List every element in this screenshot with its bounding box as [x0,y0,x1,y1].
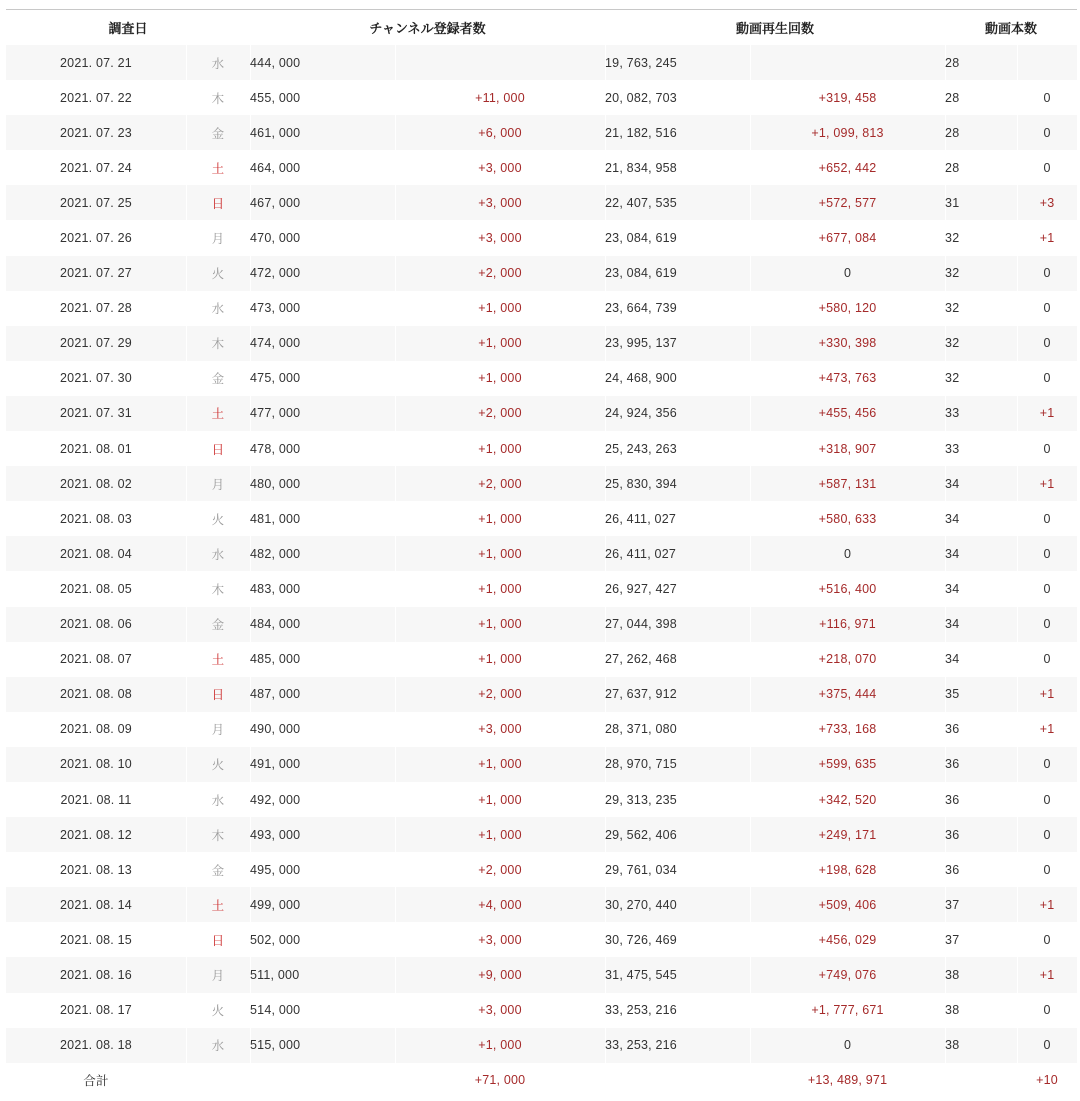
date-cell: 2021. 08. 11 [60,792,132,807]
date-cell: 2021. 08. 12 [6,817,186,852]
views-cell: 22, 407, 535 [605,185,750,220]
date-cell: 2021. 08. 18 [6,1028,186,1063]
table-body [6,45,1077,1063]
date-cell: 2021. 08. 09 [60,722,132,737]
videos-cell: 36 [945,792,960,807]
views-diff-cell: +677, 084 [818,231,877,246]
subscribers-diff-cell: +1, 000 [478,652,522,667]
videos-diff-cell: 0 [1043,441,1051,456]
views-diff-cell: 0 [750,256,945,291]
weekday-cell: 日 [186,185,250,220]
views-cell: 21, 834, 958 [605,160,677,175]
videos-cell: 35 [945,677,1017,712]
header-date: 調査日 [108,22,148,37]
date-cell: 2021. 08. 14 [6,887,186,922]
table-row [6,396,1077,431]
weekday-cell: 土 [211,161,225,176]
views-diff-cell: +455, 456 [750,396,945,431]
views-cell: 28, 371, 080 [605,722,677,737]
total-dow-empty [186,1063,250,1098]
videos-diff-cell: 0 [1043,581,1051,596]
views-diff-cell: +1, 099, 813 [750,115,945,150]
subscribers-cell: 493, 000 [250,817,395,852]
subscribers-cell: 461, 000 [250,115,395,150]
table-row [6,1028,1077,1063]
subscribers-diff-cell: +3, 000 [478,722,522,737]
views-cell: 31, 475, 545 [605,957,750,992]
table-row [6,642,1077,677]
total-subs-empty [250,1063,395,1098]
weekday-cell: 月 [186,466,250,501]
views-cell: 26, 927, 427 [605,581,677,596]
subscribers-cell: 514, 000 [250,1003,301,1018]
date-cell: 2021. 07. 30 [60,371,132,386]
views-diff-cell: +749, 076 [750,957,945,992]
videos-diff-cell: 0 [1017,747,1077,782]
subscribers-cell: 492, 000 [250,792,301,807]
videos-diff-cell: +1 [1017,677,1077,712]
table-row [6,256,1077,291]
subscribers-diff-cell: +11, 000 [475,90,525,105]
table-row [6,887,1077,922]
date-cell: 2021. 07. 31 [6,396,186,431]
views-diff-cell: +249, 171 [750,817,945,852]
subscribers-cell: 502, 000 [250,932,301,947]
subscribers-diff-cell: +3, 000 [395,185,605,220]
subscribers-diff-cell: +1, 000 [395,817,605,852]
weekday-cell: 水 [186,45,250,80]
videos-diff-cell: +3 [1017,185,1077,220]
table-row [6,571,1077,606]
table-row [6,712,1077,747]
videos-cell: 34 [945,581,960,596]
subscribers-cell: 472, 000 [250,256,395,291]
weekday-cell: 土 [211,653,225,668]
weekday-cell: 木 [186,326,250,361]
weekday-cell: 金 [211,863,225,878]
table-row [6,817,1077,852]
table-row [6,80,1077,115]
weekday-cell: 月 [186,957,250,992]
subscribers-diff-cell: +1, 000 [478,371,522,386]
weekday-cell: 金 [186,115,250,150]
subscribers-cell: 470, 000 [250,231,301,246]
subscribers-cell: 491, 000 [250,747,395,782]
subscribers-diff-cell: +2, 000 [395,466,605,501]
videos-diff-cell: 0 [1043,792,1051,807]
subscribers-cell: 511, 000 [250,957,395,992]
total-subs-diff: +71, 000 [395,1063,605,1098]
subscribers-cell: 483, 000 [250,581,301,596]
table-row [6,852,1077,887]
views-cell: 27, 637, 912 [605,677,750,712]
table-row [6,747,1077,782]
weekday-cell: 火 [186,747,250,782]
videos-cell: 37 [945,932,960,947]
videos-diff-cell: +1 [1017,957,1077,992]
subscribers-diff-cell: +1, 000 [395,326,605,361]
videos-diff-cell: 0 [1043,1003,1051,1018]
videos-cell: 38 [945,1003,960,1018]
subscribers-cell: 481, 000 [250,511,301,526]
date-cell: 2021. 08. 01 [60,441,132,456]
subscribers-diff-cell: +2, 000 [478,862,522,877]
videos-cell: 28 [945,160,960,175]
views-diff-cell: +516, 400 [818,581,877,596]
weekday-cell: 金 [211,372,225,387]
subscribers-cell: 475, 000 [250,371,301,386]
videos-cell: 32 [945,371,960,386]
videos-diff-cell: +1 [1039,722,1055,737]
weekday-cell: 日 [211,933,225,948]
views-diff-cell: +319, 458 [818,90,877,105]
views-diff-cell: +1, 777, 671 [811,1003,884,1018]
header-subscribers: チャンネル登録者数 [369,22,486,37]
views-diff-cell: +509, 406 [750,887,945,922]
views-cell: 33, 253, 216 [605,1028,750,1063]
videos-cell: 32 [945,256,1017,291]
views-cell: 24, 924, 356 [605,396,750,431]
subscribers-cell: 467, 000 [250,185,395,220]
subscribers-cell: 515, 000 [250,1028,395,1063]
views-diff-cell: +580, 633 [818,511,877,526]
table-row [6,185,1077,220]
weekday-cell: 土 [186,887,250,922]
date-cell: 2021. 07. 23 [6,115,186,150]
subscribers-diff-cell: +3, 000 [478,1003,522,1018]
subscribers-cell: 490, 000 [250,722,301,737]
total-label: 合計 [6,1063,186,1098]
header-views: 動画再生回数 [736,22,815,37]
views-diff-cell: +318, 907 [818,441,877,456]
videos-cell: 34 [945,466,1017,501]
videos-cell: 31 [945,185,1017,220]
views-cell: 30, 726, 469 [605,932,677,947]
views-diff-cell: +330, 398 [750,326,945,361]
weekday-cell: 火 [186,256,250,291]
views-cell: 33, 253, 216 [605,1003,677,1018]
videos-cell: 32 [945,326,1017,361]
table-row [6,993,1077,1028]
subscribers-cell: 473, 000 [250,301,301,316]
videos-diff-cell: +1 [1017,466,1077,501]
views-cell: 23, 664, 739 [605,301,677,316]
videos-cell: 36 [945,747,1017,782]
weekday-cell: 水 [211,302,225,317]
weekday-cell: 火 [211,512,225,527]
weekday-cell: 月 [211,232,225,247]
views-cell: 30, 270, 440 [605,887,750,922]
weekday-cell: 月 [211,723,225,738]
views-cell: 27, 044, 398 [605,607,750,642]
table-row [6,607,1077,642]
date-cell: 2021. 08. 15 [60,932,132,947]
views-diff-cell: +473, 763 [818,371,877,386]
videos-diff-cell: 0 [1043,371,1051,386]
subscribers-diff-cell: +1, 000 [478,441,522,456]
videos-diff-cell: +1 [1039,231,1055,246]
subscribers-diff-cell: +3, 000 [478,231,522,246]
date-cell: 2021. 08. 06 [6,607,186,642]
subscribers-cell: 485, 000 [250,652,301,667]
date-cell: 2021. 08. 16 [6,957,186,992]
views-diff-cell: +456, 029 [818,932,877,947]
videos-diff-cell: 0 [1017,817,1077,852]
videos-diff-cell: 0 [1017,1028,1077,1063]
videos-cell: 34 [945,511,960,526]
videos-diff-cell [1017,45,1077,80]
date-cell: 2021. 07. 27 [6,256,186,291]
subscribers-diff-cell: +3, 000 [478,160,522,175]
subscribers-cell: 477, 000 [250,396,395,431]
videos-cell: 33 [945,396,1017,431]
table-row [6,220,1077,255]
subscribers-diff-cell: +1, 000 [395,1028,605,1063]
videos-cell: 28 [945,115,1017,150]
subscribers-diff-cell: +2, 000 [395,256,605,291]
videos-cell: 28 [945,45,1017,80]
videos-cell: 32 [945,231,960,246]
weekday-cell: 日 [211,442,225,457]
videos-diff-cell: 0 [1017,115,1077,150]
total-videos-empty [945,1063,1017,1098]
videos-cell: 36 [945,817,1017,852]
views-cell: 28, 970, 715 [605,747,750,782]
views-diff-cell: +587, 131 [750,466,945,501]
subscribers-cell: 487, 000 [250,677,395,712]
videos-cell: 34 [945,536,1017,571]
subscribers-diff-cell: +9, 000 [395,957,605,992]
videos-cell: 38 [945,1028,1017,1063]
views-diff-cell [750,45,945,80]
views-cell: 25, 243, 263 [605,441,677,456]
weekday-cell: 水 [211,793,225,808]
date-cell: 2021. 08. 04 [6,536,186,571]
views-cell: 23, 084, 619 [605,231,677,246]
views-diff-cell: +218, 070 [818,652,877,667]
views-diff-cell: 0 [750,536,945,571]
subscribers-cell: 455, 000 [250,90,301,105]
videos-cell: 33 [945,441,960,456]
views-cell: 20, 082, 703 [605,90,677,105]
views-cell: 23, 084, 619 [605,256,750,291]
subscribers-diff-cell: +2, 000 [395,677,605,712]
date-cell: 2021. 08. 02 [6,466,186,501]
weekday-cell: 木 [211,91,225,106]
views-diff-cell: +198, 628 [818,862,877,877]
date-cell: 2021. 07. 29 [6,326,186,361]
subscribers-diff-cell: +1, 000 [395,607,605,642]
weekday-cell: 水 [186,536,250,571]
views-diff-cell: +652, 442 [818,160,877,175]
videos-diff-cell: 0 [1017,607,1077,642]
table-row [6,361,1077,396]
views-diff-cell: +375, 444 [750,677,945,712]
date-cell: 2021. 07. 25 [6,185,186,220]
subscribers-diff-cell: +6, 000 [395,115,605,150]
weekday-cell: 木 [186,817,250,852]
date-cell: 2021. 07. 24 [60,160,132,175]
subscribers-diff-cell [395,45,605,80]
subscribers-diff-cell: +4, 000 [395,887,605,922]
videos-diff-cell: 0 [1043,652,1051,667]
date-cell: 2021. 08. 08 [6,677,186,712]
subscribers-cell: 480, 000 [250,466,395,501]
table-row [6,536,1077,571]
channel-stats-table [6,10,1077,1098]
views-cell: 24, 468, 900 [605,371,677,386]
videos-diff-cell: 0 [1043,160,1051,175]
subscribers-diff-cell: +1, 000 [478,581,522,596]
views-diff-cell: +733, 168 [818,722,877,737]
videos-diff-cell: +1 [1017,887,1077,922]
videos-cell: 34 [945,652,960,667]
videos-diff-cell: 0 [1043,301,1051,316]
subscribers-diff-cell: +1, 000 [395,747,605,782]
date-cell: 2021. 07. 22 [60,90,132,105]
videos-diff-cell: 0 [1017,326,1077,361]
videos-cell: 37 [945,887,1017,922]
table-row [6,957,1077,992]
date-cell: 2021. 08. 10 [6,747,186,782]
date-cell: 2021. 08. 17 [60,1003,132,1018]
table-row [6,326,1077,361]
subscribers-diff-cell: +3, 000 [478,932,522,947]
date-cell: 2021. 08. 13 [60,862,132,877]
subscribers-diff-cell: +1, 000 [478,511,522,526]
videos-cell: 36 [945,862,960,877]
table-row [6,431,1077,466]
header-row [6,10,1077,45]
table-row [6,677,1077,712]
subscribers-diff-cell: +1, 000 [395,536,605,571]
views-cell: 19, 763, 245 [605,45,750,80]
weekday-cell: 木 [211,582,225,597]
views-diff-cell: +116, 971 [750,607,945,642]
views-cell: 21, 182, 516 [605,115,750,150]
videos-cell: 38 [945,957,1017,992]
weekday-cell: 日 [186,677,250,712]
weekday-cell: 火 [211,1004,225,1019]
views-cell: 26, 411, 027 [605,536,750,571]
subscribers-cell: 444, 000 [250,45,395,80]
subscribers-cell: 482, 000 [250,536,395,571]
videos-diff-cell: 0 [1043,511,1051,526]
date-cell: 2021. 07. 28 [60,301,132,316]
videos-diff-cell: 0 [1043,932,1051,947]
videos-cell: 34 [945,607,1017,642]
views-diff-cell: +580, 120 [818,301,877,316]
subscribers-cell: 464, 000 [250,160,301,175]
weekday-cell: 水 [186,1028,250,1063]
table-row [6,501,1077,536]
videos-diff-cell: 0 [1017,256,1077,291]
views-cell: 27, 262, 468 [605,652,677,667]
videos-diff-cell: +1 [1017,396,1077,431]
videos-cell: 28 [945,90,960,105]
views-cell: 29, 313, 235 [605,792,677,807]
subscribers-cell: 474, 000 [250,326,395,361]
views-cell: 25, 830, 394 [605,466,750,501]
date-cell: 2021. 08. 05 [60,581,132,596]
videos-diff-cell: 0 [1043,862,1051,877]
table-row [6,115,1077,150]
table-row [6,45,1077,80]
views-diff-cell: +599, 635 [750,747,945,782]
views-cell: 29, 562, 406 [605,817,750,852]
table-row [6,922,1077,957]
table-row [6,466,1077,501]
table-row [6,150,1077,185]
date-cell: 2021. 07. 26 [60,231,132,246]
stats-table-container [6,9,1077,1098]
subscribers-cell: 478, 000 [250,441,301,456]
date-cell: 2021. 07. 21 [6,45,186,80]
videos-diff-cell: 0 [1043,90,1051,105]
subscribers-diff-cell: +1, 000 [478,301,522,316]
views-diff-cell: +342, 520 [818,792,877,807]
views-cell: 23, 995, 137 [605,326,750,361]
weekday-cell: 金 [186,607,250,642]
weekday-cell: 土 [186,396,250,431]
videos-diff-cell: 0 [1017,536,1077,571]
views-diff-cell: 0 [750,1028,945,1063]
header-videos: 動画本数 [985,22,1038,37]
subscribers-cell: 484, 000 [250,607,395,642]
subscribers-cell: 495, 000 [250,862,301,877]
views-cell: 29, 761, 034 [605,862,677,877]
date-cell: 2021. 08. 03 [60,511,132,526]
views-diff-cell: +572, 577 [750,185,945,220]
subscribers-diff-cell: +1, 000 [478,792,522,807]
subscribers-cell: 499, 000 [250,887,395,922]
total-views-empty [605,1063,750,1098]
table-row [6,291,1077,326]
total-views-diff: +13, 489, 971 [750,1063,945,1098]
total-row [6,1063,1077,1098]
subscribers-diff-cell: +2, 000 [395,396,605,431]
videos-cell: 32 [945,301,960,316]
videos-cell: 36 [945,722,960,737]
date-cell: 2021. 08. 07 [60,652,132,667]
table-row [6,782,1077,817]
views-cell: 26, 411, 027 [605,511,677,526]
total-videos-diff: +10 [1017,1063,1077,1098]
